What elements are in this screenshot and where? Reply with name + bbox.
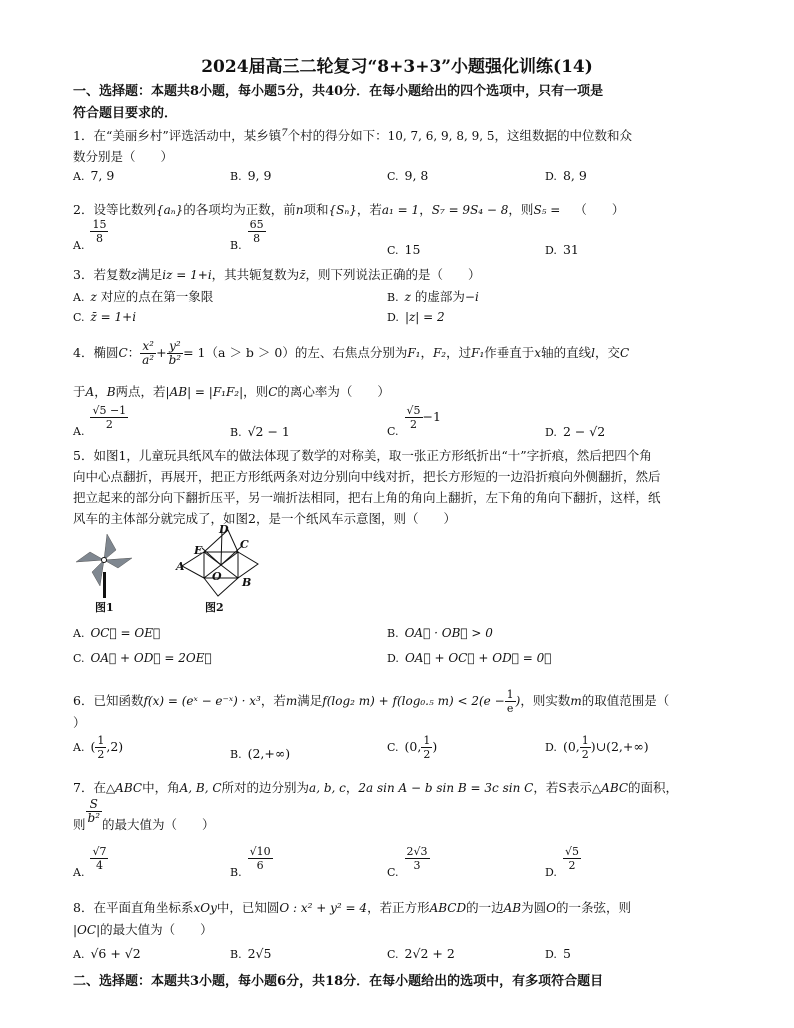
q2-stem: 2．设等比数列{aₙ}的各项均为正数，前n项和{Sₙ}，若a₁ = 1，S₇ = 9S₄ − 8，则S₅ = （ ） [73, 202, 625, 217]
q5-option-a[interactable]: A. OC⃗ = OE⃗ [73, 626, 161, 640]
figure2-caption: 图2 [205, 601, 224, 614]
q5-option-d[interactable]: D. OA⃗ + OC⃗ + OD⃗ = 0⃗ [387, 651, 552, 665]
q5-option-c[interactable]: C. OA⃗ + OD⃗ = 2OE⃗ [73, 651, 212, 665]
q1-stem-line1: 1．在“美丽乡村”评选活动中，某乡镇$^7$个村的得分如下：10, 7, 6, 9, 8, 9, 5，这组数据的中位数和众 [73, 128, 632, 143]
pinwheel-center [102, 558, 107, 563]
q5-stem-line1: 5．如图1，儿童玩具纸风车的做法体现了数学的对称美，取一张正方形纸折出“十”字折痕，然后把四个角 [73, 448, 652, 463]
q7-stem-line2: 则 $\frac{S}{\text{b²}}$ 的最大值为（ ） [73, 797, 215, 832]
q3-option-c[interactable]: C. z̄ = 1+i [73, 310, 137, 324]
q1-stem-line2: 数分别是（ ） [73, 149, 174, 164]
diagram-label-o: O [212, 570, 222, 583]
q2-option-c[interactable]: C. 15 [387, 242, 421, 257]
q6-option-d[interactable]: D. (0, $\frac{1}{2}$ )∪(2,+∞) [545, 734, 649, 761]
diagram-label-d: D [219, 524, 229, 536]
diagram-label-a: A [176, 560, 185, 573]
q5-option-b[interactable]: B. OA⃗ · OB⃗ > 0 [387, 626, 493, 640]
q2-option-d[interactable]: D. 31 [545, 242, 579, 257]
diagram-blade-right [238, 552, 258, 578]
q7-option-d[interactable]: D. $\frac{√5}{2}$ [545, 845, 579, 879]
q4-stem-line1: 4．椭圆C： $\frac{\text{x²}}{\text{a²}}$ + $\frac{\text{y²}}{\text{b²}}$ = 1（a ＞ b ＞ 0）的左、右焦点分别为F₁，F₂，过F₁作垂直于x轴的直线l，交C [73, 339, 630, 367]
q6-stem-line1: 6．已知函数f(x) = (eˣ − e⁻ˣ) · x³，若m满足f(log₂ m) + f(log₀.₅ m) < 2(e − $\frac{1}{e}$ )，则实数m的取值范围是（ [73, 688, 670, 715]
section1-header-line1: 一、选择题：本题共8小题，每小题5分，共40分．在每小题给出的四个选项中，只有一项是 [73, 84, 604, 99]
pinwheel-diagram-figure [172, 524, 262, 600]
q5-stem-line3: 把立起来的部分向下翻折压平，另一端折法相同，把右上角的角向上翻折，左下角的角向下翻折，这样，纸 [73, 490, 661, 505]
q4-option-b[interactable]: B. √2 − 1 [230, 424, 290, 439]
q6-option-a[interactable]: A. ( $\frac{1}{2}$ ,2) [73, 734, 124, 761]
q8-option-a[interactable]: A. √6 + √2 [73, 946, 141, 961]
q8-option-c[interactable]: C. 2√2 + 2 [387, 946, 455, 961]
diagram-label-e: E [194, 544, 203, 557]
q6-option-c[interactable]: C. (0, $\frac{1}{2}$ ) [387, 734, 438, 761]
pinwheel-blade-bottom [92, 560, 104, 586]
q8-option-d[interactable]: D. 5 [545, 946, 571, 961]
section2-header-line1: 二、选择题：本题共3小题，每小题6分，共18分．在每小题给出的选项中，有多项符合题目 [73, 974, 604, 989]
q8-option-b[interactable]: B. 2√5 [230, 946, 272, 961]
q5-stem-line4: 风车的主体部分就完成了，如图2，是一个纸风车示意图，则（ ） [73, 511, 456, 526]
pinwheel-blade-top [104, 534, 116, 560]
figure1-caption: 图1 [95, 601, 114, 614]
diagram-oe-line [202, 548, 221, 565]
q7-option-b[interactable]: B. $\frac{√10}{6}$ [230, 845, 271, 879]
diagram-label-b: B [242, 576, 252, 589]
q8-stem-line2: |OC|的最大值为（ ） [73, 922, 213, 937]
q6-option-b[interactable]: B. (2,+∞) [230, 746, 291, 761]
q3-option-b[interactable]: B. z 的虚部为−i [387, 289, 479, 304]
diagram-label-c: C [240, 538, 249, 551]
q8-stem-line1: 8．在平面直角坐标系xOy中，已知圆O : x² + y² = 4，若正方形ABCD的一边AB为圆O的一条弦，则 [73, 900, 631, 915]
pinwheel-photo-figure [74, 532, 134, 598]
q4-option-d[interactable]: D. 2 − √2 [545, 424, 606, 439]
q1-option-a[interactable]: A. 7, 9 [73, 168, 115, 183]
q3-option-d[interactable]: D. |z| = 2 [387, 310, 445, 324]
q4-option-a[interactable]: A. $\frac{√5 -1}{2}$ [73, 404, 127, 438]
q4-option-c[interactable]: C. $\frac{√5}{2}$ −1 [387, 404, 441, 438]
q1-option-b[interactable]: B. 9, 9 [230, 168, 272, 183]
q7-option-c[interactable]: C. $\frac{2√3}{3}$ [387, 845, 428, 879]
page-title: 2024届高三二轮复习“8+3+3”小题强化训练(14) [201, 57, 593, 77]
q2-option-b[interactable]: B. $\frac{65}{8}$ [230, 218, 264, 252]
pinwheel-blade-right [104, 558, 132, 568]
q3-stem: 3．若复数z满足iz = 1+i，其共轭复数为z̄，则下列说法正确的是（ ） [73, 267, 481, 282]
q5-stem-line2: 向中心点翻折，再展开，把正方形纸两条对边分别向中线对折，把长方形短的一边沿折痕向外侧翻折，然后 [73, 469, 661, 484]
q1-option-c[interactable]: C. 9, 8 [387, 168, 429, 183]
section1-header-line2: 符合题目要求的． [73, 106, 178, 121]
pinwheel-stick [103, 572, 106, 598]
diagram-oc-line [221, 546, 242, 565]
q2-option-a[interactable]: A. $\frac{15}{8}$ [73, 218, 107, 252]
q7-option-a[interactable]: A. $\frac{√7}{4}$ [73, 845, 107, 879]
q4-stem-line2: 于A，B两点，若|AB| = |F₁F₂|，则C的离心率为（ ） [73, 384, 390, 399]
pinwheel-blade-left [76, 552, 104, 562]
q6-stem-line2: ） [73, 715, 86, 730]
q1-option-d[interactable]: D. 8, 9 [545, 168, 587, 183]
q3-option-a[interactable]: A. z 对应的点在第一象限 [73, 289, 214, 304]
q7-stem-line1: 7．在△ABC中，角A, B, C所对的边分别为a, b, c，2a sin A − b sin B = 3c sin C，若S表示△ABC的面积， [73, 780, 679, 795]
